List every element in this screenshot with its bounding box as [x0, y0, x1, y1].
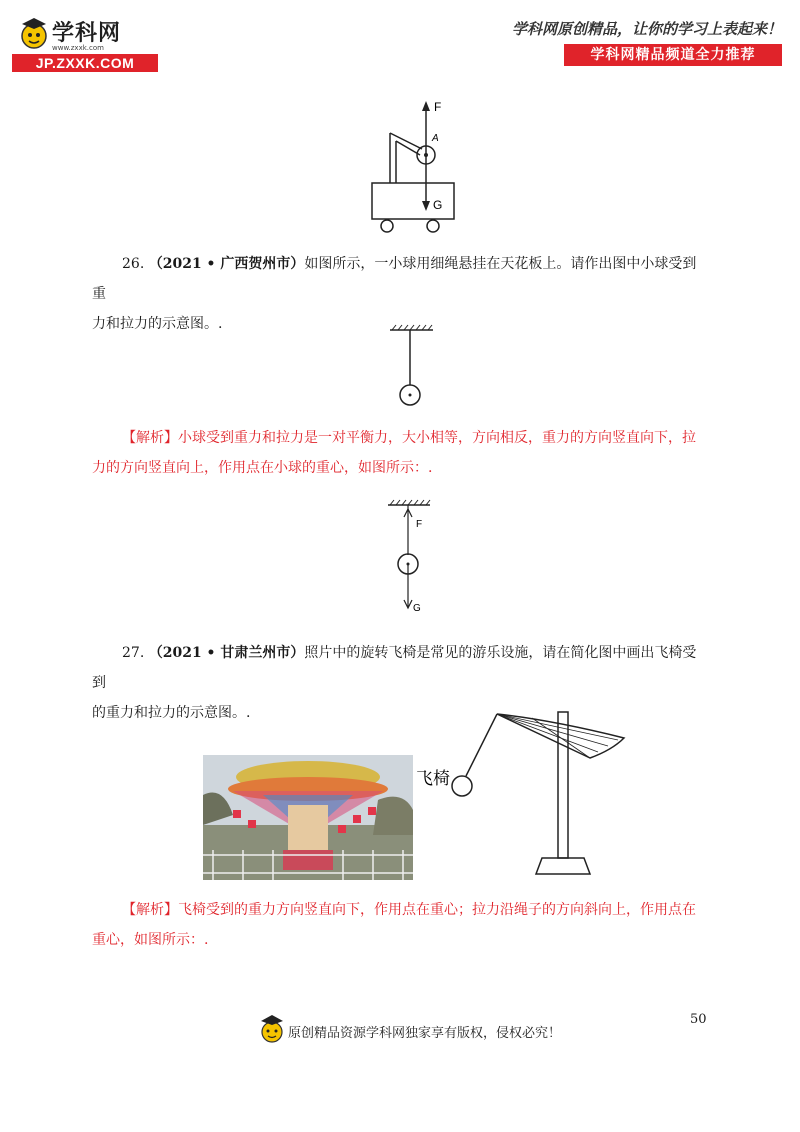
answer-text-line2: 力的方向竖直向上，作用点在小球的重心，如图所示：.	[92, 460, 433, 476]
cart-label-a: A	[432, 133, 439, 144]
answer-26	[92, 423, 710, 483]
ball-label-g: G	[413, 603, 421, 614]
ball-label-f: F	[416, 519, 423, 530]
answer-tag: 【解析】	[122, 902, 178, 918]
cart-label-f: F	[434, 100, 442, 114]
logo-subtext: www.zxxk.com	[52, 44, 104, 52]
answer-text-line1: 飞椅受到的重力方向竖直向下，作用点在重心；拉力沿绳子的方向斜向上，作用点在	[178, 902, 696, 918]
footer-copyright: 原创精品资源学科网独家享有版权，侵权必究！	[288, 1026, 562, 1041]
question-number: 27.	[122, 645, 145, 661]
question-number: 26.	[122, 256, 145, 272]
page-number: 50	[690, 1012, 707, 1027]
question-source: （2021 • 甘肃兰州市）	[148, 645, 305, 661]
cart-label-g: G	[433, 198, 443, 212]
mascot-icon	[18, 16, 50, 52]
answer-27	[92, 895, 710, 955]
logo-text: 学科网	[52, 21, 122, 46]
header-slogan: 学科网原创精品，让你的学习上表起来！	[511, 20, 782, 38]
question-source: （2021 • 广西贺州市）	[148, 256, 305, 272]
ball-forces-figure	[385, 497, 445, 622]
brand-logo	[12, 14, 162, 74]
question-text-line1: 照片中的旋转飞椅是常见的游乐设施，请在简化图中画出飞椅受到	[92, 645, 697, 691]
cart-figure	[360, 95, 470, 235]
footer-mascot-icon	[258, 1012, 286, 1046]
answer-tag: 【解析】	[122, 430, 178, 446]
swing-ride-photo	[203, 755, 413, 880]
question-text-line2: 力和拉力的示意图。.	[92, 316, 223, 332]
question-text-line2: 的重力和拉力的示意图。.	[92, 705, 251, 721]
logo-url: JP.ZXXK.COM	[12, 54, 158, 72]
swing-chair-label: 飞椅	[416, 769, 450, 788]
swing-diagram	[412, 700, 632, 880]
question-text-line1: 如图所示，一小球用细绳悬挂在天花板上。请作出图中小球受到重	[92, 256, 697, 302]
answer-text-line2: 重心，如图所示：.	[92, 932, 209, 948]
header-banner: 学科网精品频道全力推荐	[564, 44, 782, 66]
hanging-ball-figure	[385, 322, 445, 412]
answer-text-line1: 小球受到重力和拉力是一对平衡力，大小相等，方向相反，重力的方向竖直向下，拉	[178, 430, 696, 446]
